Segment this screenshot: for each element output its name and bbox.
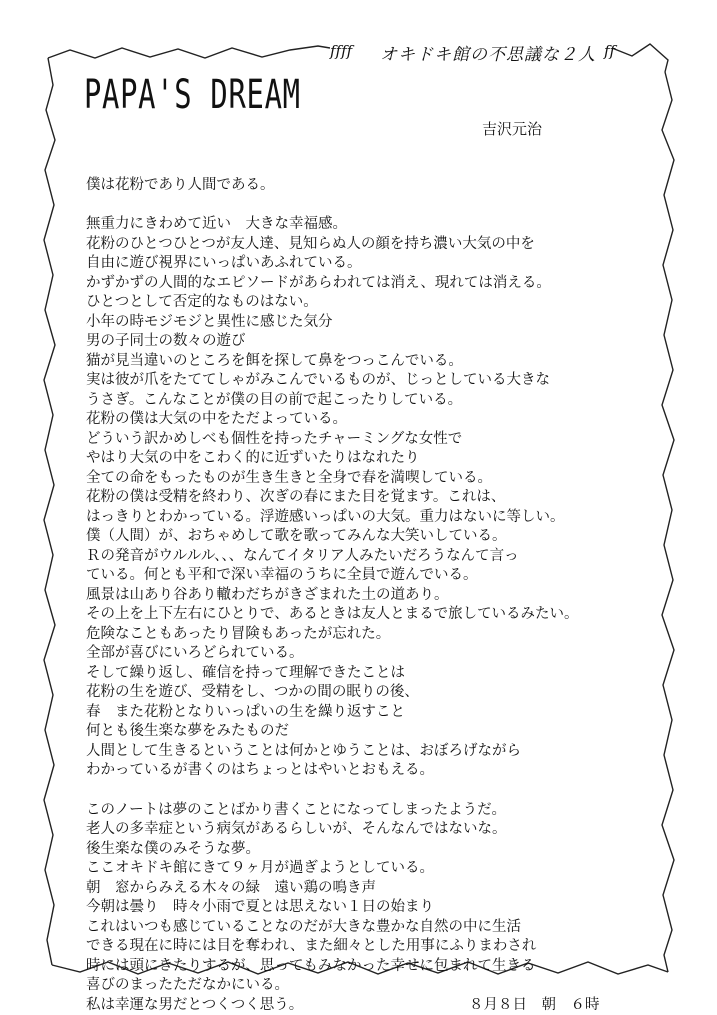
closing-line — [86, 996, 686, 1015]
text-line: 朝 窓からみえる木々の緑 遠い鶏の鳴き声 — [86, 879, 686, 899]
paragraph-block-dream — [86, 176, 686, 781]
text-line: 僕（人間）が、おちゃめして歌を歌ってみんな大笑いしている。 — [86, 527, 686, 547]
text-line: できる現在に時には目を奪われ、また細々とした用事にふりまわされ — [86, 937, 686, 957]
text-line: 花粉のひとつひとつが友人達、見知らぬ人の顔を持ち濃い大気の中を — [86, 235, 686, 255]
text-line: 猫が見当違いのところを餌を探して鼻をつっこんでいる。 — [86, 352, 686, 372]
body-text — [86, 176, 686, 1015]
text-line: 風景は山あり谷あり轍わだちがきざまれた土の道あり。 — [86, 586, 686, 606]
text-line: はっきりとわかっている。浮遊感いっぱいの大気。重力はないに等しい。 — [86, 508, 686, 528]
text-line: やはり大気の中をこわく的に近ずいたりはなれたり — [86, 449, 686, 469]
text-line: かずかずの人間的なエピソードがあらわれては消え、現れては消える。 — [86, 274, 686, 294]
text-line: Ｒの発音がウルルル、、、なんてイタリア人みたいだろうなんて言っ — [86, 547, 686, 567]
text-line: ひとつとして否定的なものはない。 — [86, 293, 686, 313]
text-line: 危険なこともあったり冒険もあったが忘れた。 — [86, 625, 686, 645]
closing-sentence: 私は幸運な男だとつくつく思う。 — [86, 997, 303, 1013]
text-line: 無重力にきわめて近い 大きな幸福感。 — [86, 215, 686, 235]
header-decoration-right: 𝑓𝑓 — [604, 42, 615, 60]
text-line: 春 また花粉となりいっぱいの生を繰り返すこと — [86, 703, 686, 723]
text-line: 今朝は曇り 時々小雨で夏とは思えない１日の始まり — [86, 898, 686, 918]
text-line: 僕は花粉であり人間である。 — [86, 176, 686, 196]
text-line: ている。何とも平和で深い幸福のうちに全員で遊んでいる。 — [86, 566, 686, 586]
text-line: わかっているが書くのはちょっとはやいとおもえる。 — [86, 761, 686, 781]
text-line: 自由に遊び視界にいっぱいあふれている。 — [86, 254, 686, 274]
text-line: 男の子同士の数々の遊び — [86, 332, 686, 352]
text-line: ここオキドキ館にきて９ヶ月が過ぎようとしている。 — [86, 859, 686, 879]
text-line: そして繰り返し、確信を持って理解できたことは — [86, 664, 686, 684]
text-line: 人間として生きるということは何かとゆうことは、おぼろげながら — [86, 742, 686, 762]
text-line: 全ての命をもったものが生き生きと全身で春を満喫している。 — [86, 469, 686, 489]
text-line: 時には頭にきたりするが、思ってもみなかった幸せに包まれて生きる — [86, 957, 686, 977]
series-title: オキドキ館の不思議な２人 — [380, 40, 596, 65]
text-line: 花粉の僕は受精を終わり、次ぎの春にまた目を覚ます。これは、 — [86, 488, 686, 508]
text-line: 花粉の生を遊び、受精をし、つかの間の眠りの後、 — [86, 683, 686, 703]
paragraph-block-notes — [86, 801, 686, 996]
text-line: 実は彼が爪をたててしゃがみこんでいるものが、じっとしている大きな — [86, 371, 686, 391]
page-title: PAPA'S DREAM — [84, 72, 301, 118]
header-decoration-left: 𝑓𝑓𝑓𝑓 — [330, 42, 352, 60]
entry-date: ８月８日 朝 ６時 — [469, 996, 600, 1015]
text-line: その上を上下左右にひとりで、あるときは友人とまるで旅しているみたい。 — [86, 605, 686, 625]
text-line: 小年の時モジモジと異性に感じた気分 — [86, 313, 686, 333]
text-line: これはいつも感じていることなのだが大きな豊かな自然の中に生活 — [86, 918, 686, 938]
text-line: 何とも後生楽な夢をみたものだ — [86, 722, 686, 742]
text-line: 後生楽な僕のみそうな夢。 — [86, 840, 686, 860]
text-line: どういう訳かめしべも個性を持ったチャーミングな女性で — [86, 430, 686, 450]
text-line: 花粉の僕は大気の中をただよっている。 — [86, 410, 686, 430]
text-line: 喜びのまったただなかにいる。 — [86, 976, 686, 996]
text-line: 全部が喜びにいろどられている。 — [86, 644, 686, 664]
text-line: 老人の多幸症という病気があるらしいが、そんなんではないな。 — [86, 820, 686, 840]
author-name: 吉沢元治 — [482, 118, 542, 139]
text-line: うさぎ。こんなことが僕の目の前で起こったりしている。 — [86, 391, 686, 411]
blank-line — [86, 196, 686, 216]
text-line: このノートは夢のことばかり書くことになってしまったようだ。 — [86, 801, 686, 821]
